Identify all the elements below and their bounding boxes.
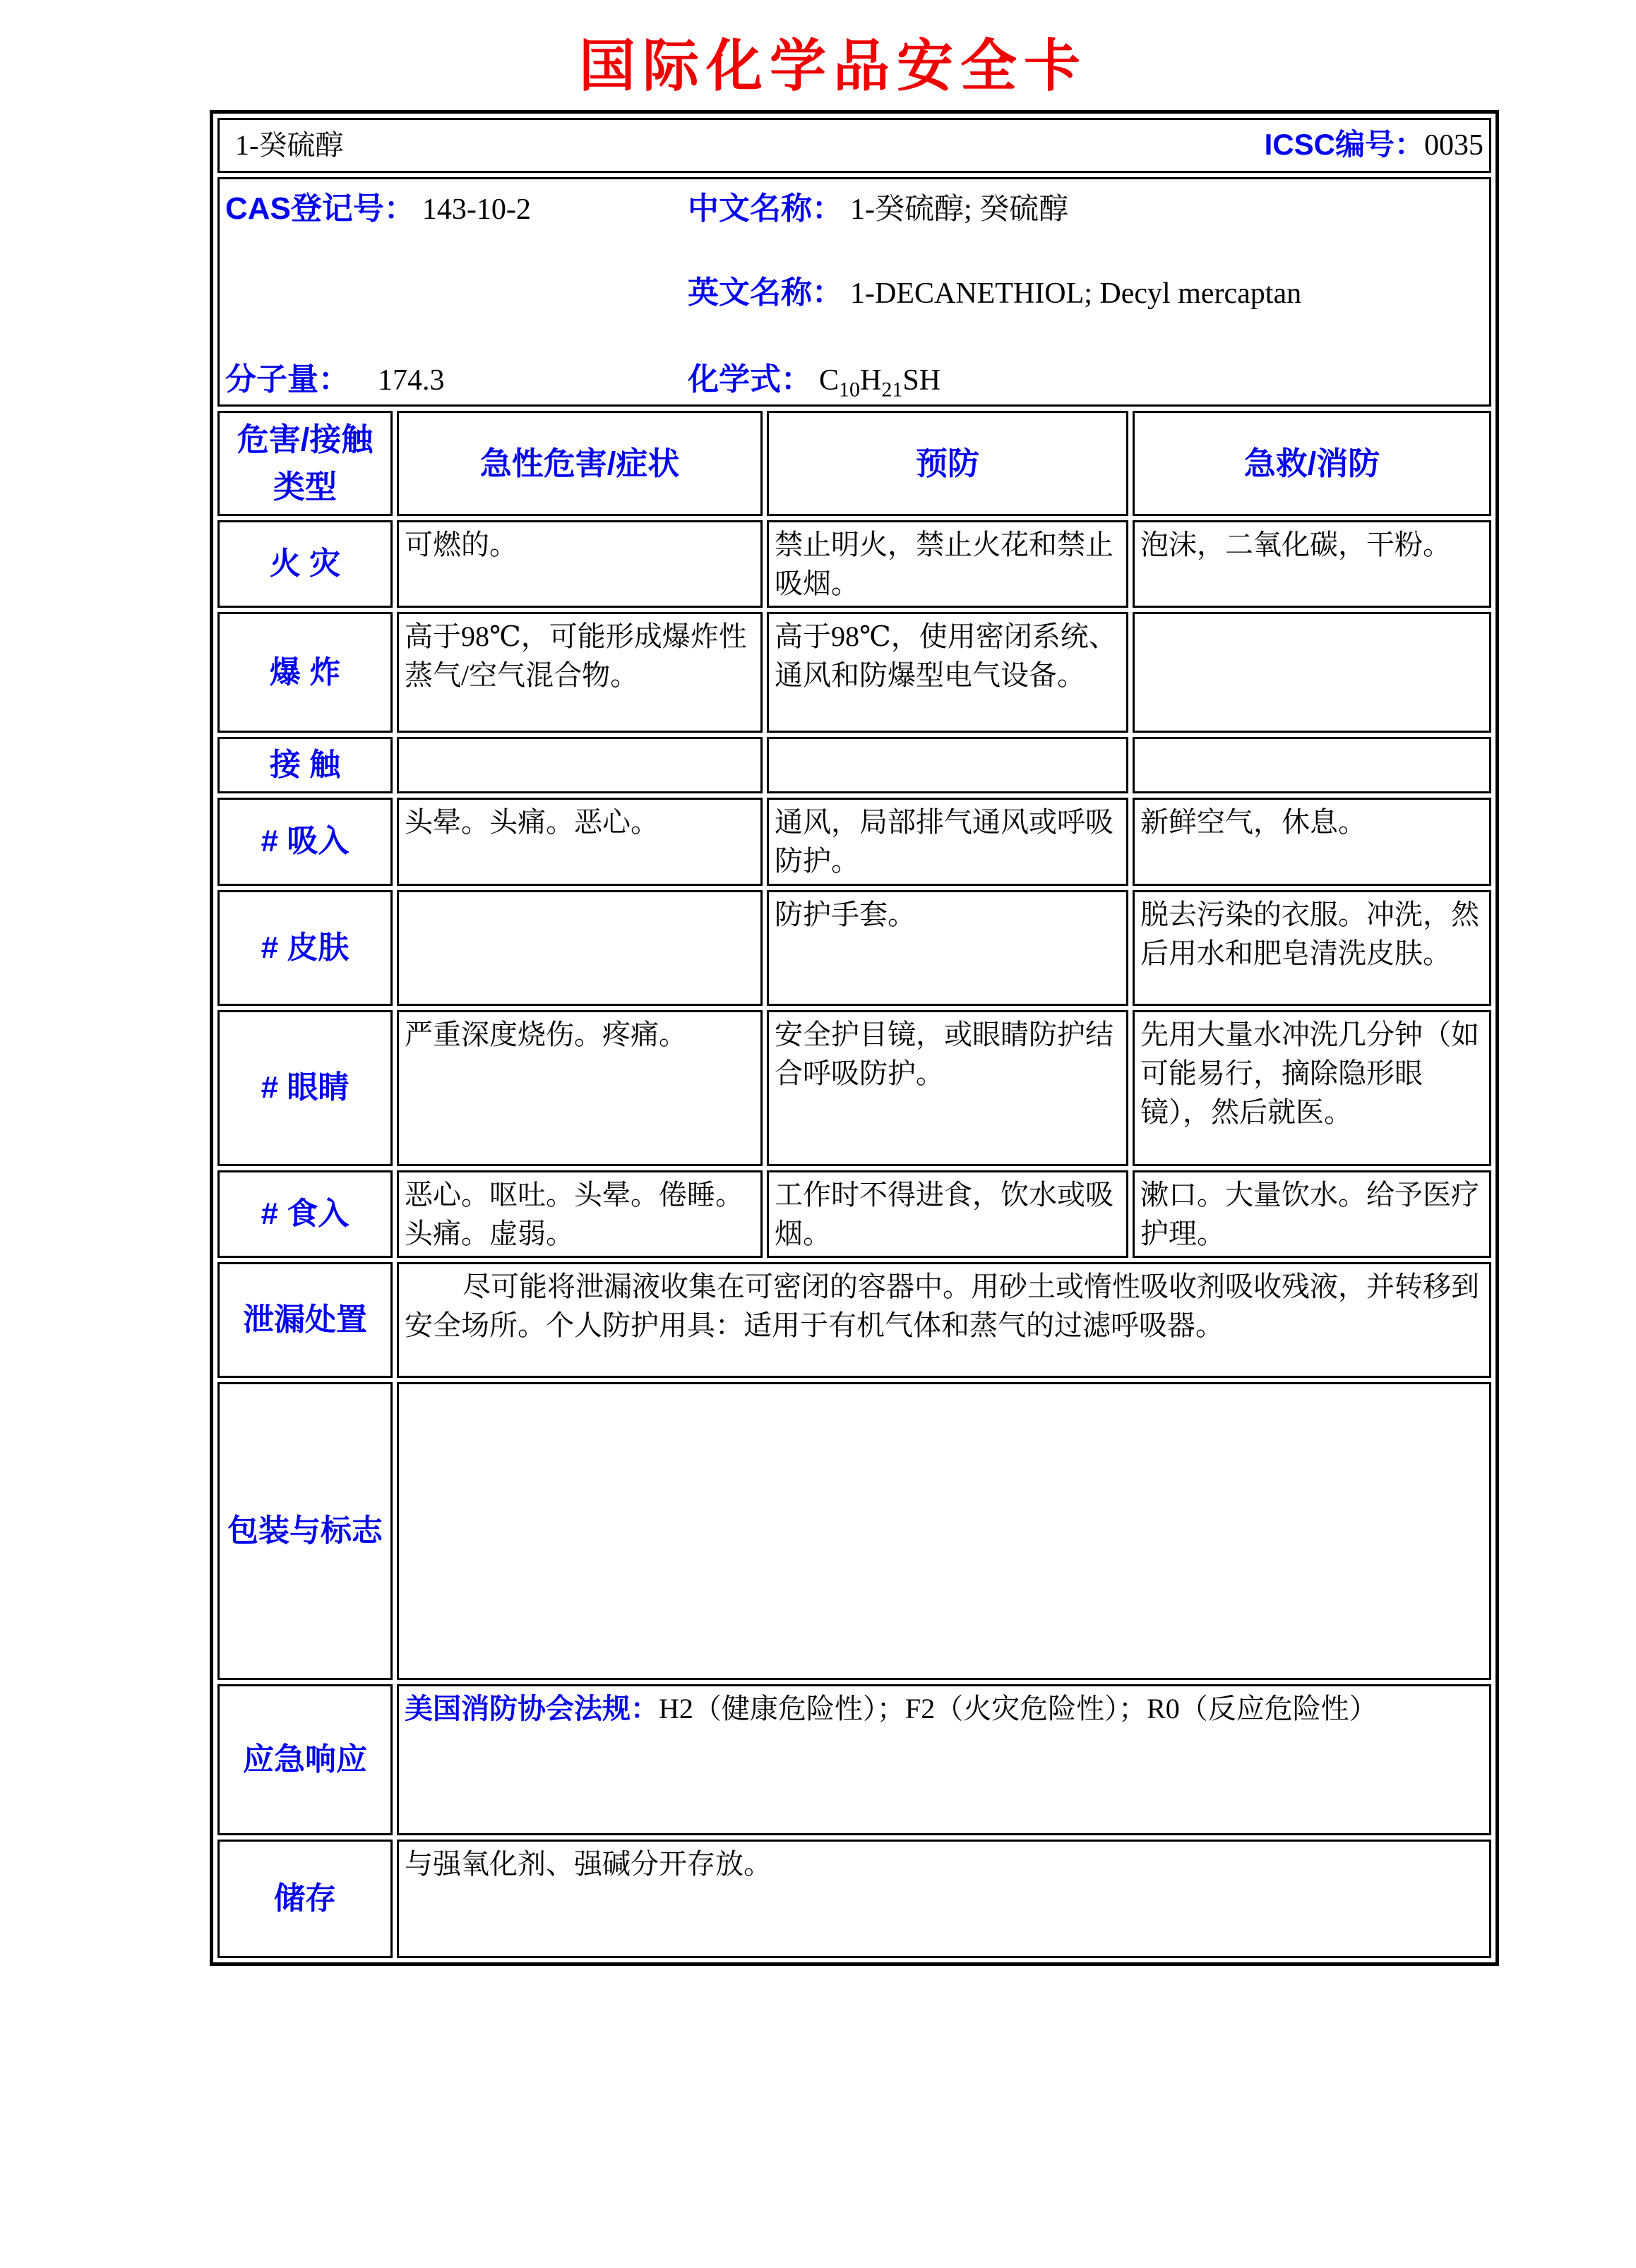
row-label-exposure: 接 触 [217, 737, 393, 793]
column-header-prevention: 预防 [767, 411, 1128, 516]
eyes-firstaid-cell: 先用大量水冲洗几分钟（如可能易行，摘除隐形眼镜），然后就医。 [1133, 1010, 1491, 1166]
chinese-name-label: 中文名称： [688, 191, 843, 226]
hazard-row-eyes [217, 1010, 1491, 1166]
row-label-inhalation: # 吸入 [217, 798, 393, 885]
molecular-weight-label: 分子量： [225, 361, 350, 397]
formula-subscript: 10 [839, 378, 861, 402]
chinese-name-group [688, 188, 1068, 231]
identity-line-1 [225, 188, 1483, 231]
eyes-symptoms-cell: 严重深度烧伤。疼痛。 [397, 1010, 763, 1166]
row-label-eyes: # 眼睛 [217, 1010, 393, 1166]
ingestion-symptoms-cell: 恶心。呕吐。头晕。倦睡。头痛。虚弱。 [397, 1170, 763, 1258]
identity-line-3 [225, 359, 1483, 402]
hazard-row-fire [217, 520, 1491, 608]
row-label-storage: 储存 [217, 1840, 393, 1958]
cas-group [225, 188, 688, 231]
inhalation-symptoms-cell: 头晕。头痛。恶心。 [397, 798, 763, 885]
chinese-name-value: 1-癸硫醇; 癸硫醇 [850, 193, 1069, 226]
english-name-value: 1-DECANETHIOL; Decyl mercaptan [850, 277, 1302, 310]
formula-part: C [819, 364, 840, 397]
page-title: 国际化学品安全卡 [579, 35, 1087, 97]
packaging-text-cell [397, 1382, 1491, 1680]
packaging-row [217, 1382, 1491, 1680]
explosion-symptoms-cell: 高于98℃，可能形成爆炸性蒸气/空气混合物。 [397, 612, 763, 733]
column-header-symptoms: 急性危害/症状 [397, 411, 763, 516]
emergency-row [217, 1684, 1491, 1835]
emergency-text-cell [397, 1684, 1491, 1835]
exposure-symptoms-cell [397, 737, 763, 793]
column-header-type-line1: 危害/接触 [237, 421, 374, 457]
row-label-explosion: 爆 炸 [217, 612, 393, 733]
skin-symptoms-cell [397, 890, 763, 1006]
eyes-prevention-cell: 安全护目镜，或眼睛防护结合呼吸防护。 [767, 1010, 1128, 1166]
english-name-group [688, 272, 1301, 315]
icsc-number-group [1265, 124, 1483, 167]
spill-row [217, 1262, 1491, 1378]
english-name-label: 英文名称： [688, 275, 843, 310]
chemical-name-cell [217, 118, 1491, 173]
explosion-firstaid-cell [1133, 612, 1491, 733]
formula-subscript: 21 [881, 378, 903, 402]
chemical-formula [819, 364, 941, 402]
molecular-weight-value: 174.3 [378, 364, 445, 397]
ingestion-prevention-cell: 工作时不得进食，饮水或吸烟。 [767, 1170, 1128, 1258]
formula-part: H [860, 364, 882, 397]
fire-prevention-cell: 禁止明火，禁止火花和禁止吸烟。 [767, 520, 1128, 608]
safety-card-table [210, 110, 1499, 1966]
cas-value: 143-10-2 [422, 193, 531, 226]
molecular-weight-group [225, 359, 688, 402]
column-header-type [217, 411, 393, 516]
nfpa-label: 美国消防协会法规： [405, 1693, 659, 1724]
hazard-row-inhalation [217, 798, 1491, 885]
exposure-firstaid-cell [1133, 737, 1491, 793]
fire-symptoms-cell: 可燃的。 [397, 520, 763, 608]
nfpa-codes: H2（健康危险性）；F2（火灾危险性）；R0（反应危险性） [659, 1692, 1378, 1724]
row-label-fire: 火 灾 [217, 520, 393, 608]
cas-label: CAS登记号： [225, 191, 415, 226]
hazard-row-explosion [217, 612, 1491, 733]
icsc-number: 0035 [1424, 129, 1483, 162]
storage-text-cell: 与强氧化剂、强碱分开存放。 [397, 1840, 1491, 1958]
inhalation-firstaid-cell: 新鲜空气，休息。 [1133, 798, 1491, 885]
row-label-ingestion: # 食入 [217, 1170, 393, 1258]
row-label-spill: 泄漏处置 [217, 1262, 393, 1378]
icsc-label: ICSC编号： [1264, 128, 1424, 162]
identity-line-2 [225, 272, 1483, 315]
column-header-firstaid: 急救/消防 [1133, 411, 1491, 516]
identity-section [217, 177, 1491, 407]
row-label-packaging: 包装与标志 [217, 1382, 393, 1680]
formula-part: SH [902, 364, 941, 397]
spill-text-cell: 尽可能将泄漏液收集在可密闭的容器中。用砂土或惰性吸收剂吸收残液，并转移到安全场所。个人防护用具：适用于有机气体和蒸气的过滤呼吸器。 [397, 1262, 1491, 1378]
skin-prevention-cell: 防护手套。 [767, 890, 1128, 1006]
row-label-emergency: 应急响应 [217, 1684, 393, 1835]
chemical-name-wrap [225, 124, 1483, 167]
ingestion-firstaid-cell: 漱口。大量饮水。给予医疗护理。 [1133, 1170, 1491, 1258]
hazard-row-exposure [217, 737, 1491, 793]
identity-spacer [225, 272, 688, 315]
identity-row [217, 177, 1491, 407]
column-header-type-line2: 类型 [273, 469, 337, 505]
formula-label: 化学式： [688, 361, 812, 397]
fire-firstaid-cell: 泡沫，二氧化碳，干粉。 [1133, 520, 1491, 608]
header-row [217, 411, 1491, 516]
chemical-name: 1-癸硫醇 [235, 129, 344, 162]
hazard-row-ingestion [217, 1170, 1491, 1258]
skin-firstaid-cell: 脱去污染的衣服。冲洗，然后用水和肥皂清洗皮肤。 [1133, 890, 1491, 1006]
formula-group [688, 359, 941, 402]
storage-row [217, 1840, 1491, 1958]
chemical-name-row [217, 118, 1491, 173]
row-label-skin: # 皮肤 [217, 890, 393, 1006]
hazard-row-skin [217, 890, 1491, 1006]
exposure-prevention-cell [767, 737, 1128, 793]
inhalation-prevention-cell: 通风，局部排气通风或呼吸防护。 [767, 798, 1128, 885]
explosion-prevention-cell: 高于98℃，使用密闭系统、通风和防爆型电气设备。 [767, 612, 1128, 733]
